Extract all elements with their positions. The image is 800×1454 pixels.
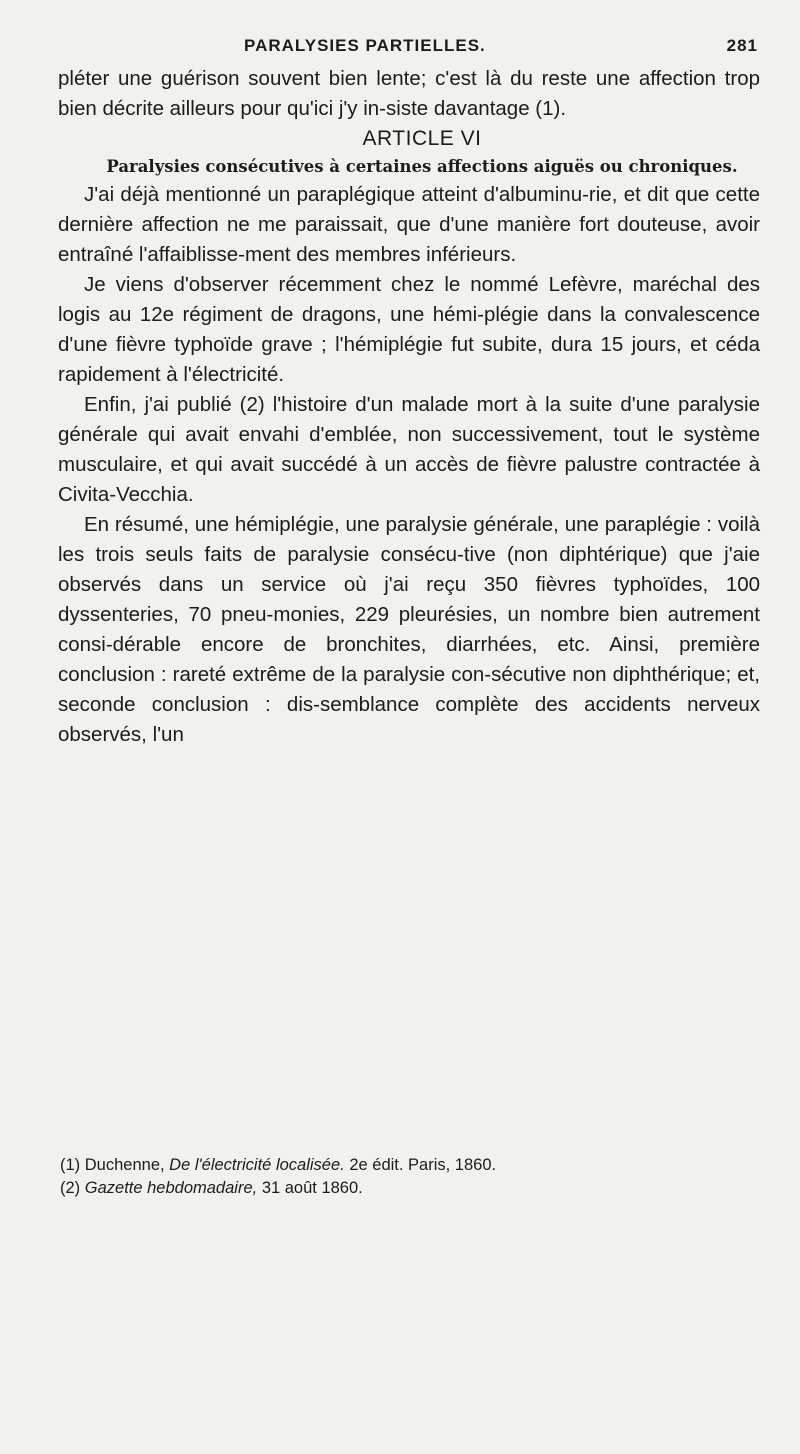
paragraph-albuminurie: J'ai déjà mentionné un paraplégique atteint d'albuminu-rie, et dit que cette dernière affection ne me paraissait, que d'une manière fort douteuse, avoir entraîné l'affaiblisse-ment des membres inférieurs.: [58, 183, 760, 266]
paragraph-lefevre: Je viens d'observer récemment chez le nommé Lefèvre, maréchal des logis au 12e régiment de dragons, une hémi-plégie dans la convalescence d'une fièvre typhoïde grave ; l'hémiplégie fut subite, dura 15 jours, et céda rapidement à l'électricité.: [58, 273, 760, 386]
footnotes: [58, 1154, 760, 1200]
footnote-work: Gazette hebdomadaire,: [84, 1179, 258, 1197]
footnote-details: 31 août 1860.: [261, 1179, 363, 1197]
running-header: [58, 36, 760, 60]
running-title: PARALYSIES PARTIELLES.: [244, 36, 486, 55]
section-title: Paralysies consécutives à certaines affections aiguës ou chroniques.: [106, 157, 738, 176]
footnote: [58, 1154, 760, 1177]
intro-paragraph: pléter une guérison souvent bien lente; c'est là du reste une affection trop bien décrite ailleurs pour qu'ici j'y in-siste davantage (1).: [58, 67, 760, 120]
body-text: [58, 64, 760, 750]
paragraph-paralysie-generale: Enfin, j'ai publié (2) l'histoire d'un malade mort à la suite d'une paralysie générale qui avait envahi d'emblée, non successivement, tout le système musculaire, et qui avait succédé à un accès de fièvre palustre contractée à Civita-Vecchia.: [58, 393, 760, 506]
footnote-work: De l'électricité localisée.: [169, 1156, 345, 1174]
footnote-author: Duchenne,: [84, 1156, 165, 1174]
footnote-marker: (1): [60, 1156, 81, 1174]
paragraph-resume: En résumé, une hémiplégie, une paralysie générale, une paraplégie : voilà les trois seuls faits de paralysie consécu-tive (non diphtérique) que j'aie observés dans un service où j'ai reçu 350 fièvres typhoïdes, 100 dyssenteries, 70 pneu-monies, 229 pleurésies, un nombre bien autrement consi-dérable encore de bronchites, diarrhées, etc. Ainsi, première conclusion : rareté extrême de la paralysie con-sécutive non diphthérique; et, seconde conclusion : dis-semblance complète des accidents nerveux observés, l'un: [58, 513, 760, 746]
footnote-details: 2e édit. Paris, 1860.: [349, 1156, 497, 1174]
footnote: [58, 1177, 760, 1200]
footnote-marker: (2): [60, 1179, 81, 1197]
article-heading: ARTICLE VI: [362, 127, 482, 150]
book-page: [58, 0, 760, 1454]
page-number: 281: [726, 36, 758, 55]
